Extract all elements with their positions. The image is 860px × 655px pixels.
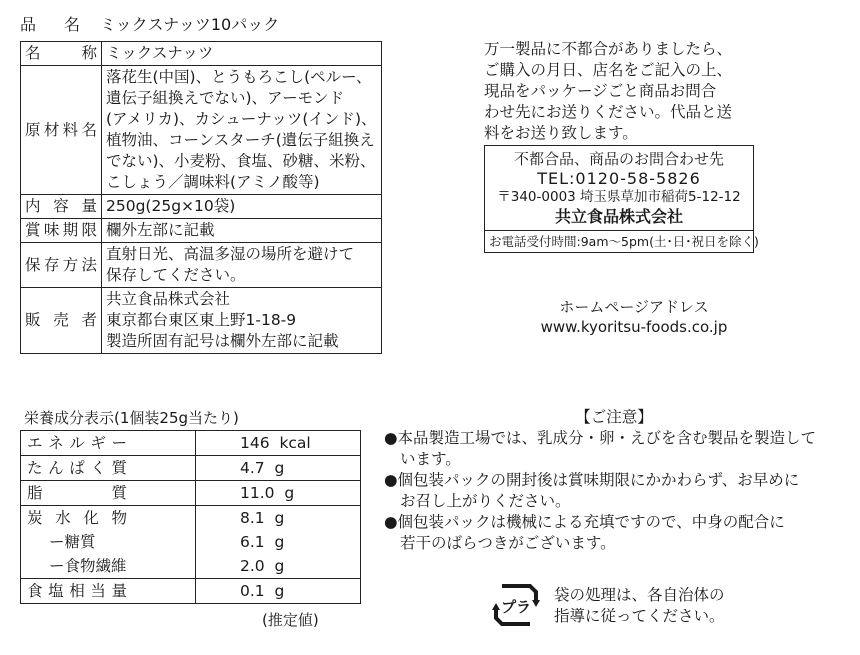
product-name-value: ミックスナッツ10パック bbox=[100, 15, 280, 34]
recycle-symbol-text: プラ bbox=[500, 598, 532, 616]
contact-box bbox=[484, 145, 759, 253]
nutrition-row-value: 8.1 g bbox=[196, 506, 361, 531]
label-row-key: 販売者 bbox=[21, 288, 102, 354]
nutrition-row-value: 0.1 g bbox=[196, 579, 361, 604]
label-row bbox=[21, 243, 382, 288]
label-row bbox=[21, 66, 382, 195]
product-name-row bbox=[20, 14, 279, 35]
nutrition-row-value: 6.1 g bbox=[196, 530, 361, 554]
label-row-value: 落花生(中国)、とうもろこし(ペルー、 遺伝子組換えでない)、アーモンド (アメリカ)、カシューナッツ(インド)、 植物油、コーンスターチ(遺伝子組換え でない)、小麦粉、食塩、砂糖、米粉、 こしょう／調味料(アミノ酸等) bbox=[102, 66, 382, 195]
contact-intro: 万一製品に不都合がありましたら、 ご購入の月日、店名をご記入の上、 現品をパッケージごと商品お問合 わせ先にお送りください。代品と送 料をお送り致します。 bbox=[484, 40, 733, 142]
nutrition-row bbox=[21, 481, 361, 506]
label-row bbox=[21, 195, 382, 219]
label-row bbox=[21, 219, 382, 243]
label-row-key: 名称 bbox=[21, 42, 102, 66]
nutrition-row-value: 146 kcal bbox=[196, 431, 361, 456]
label-row-value: 250g(25g×10袋) bbox=[102, 195, 382, 219]
nutrition-row bbox=[21, 554, 361, 579]
contact-hours: お電話受付時間:9am〜5pm(土･日･祝日を除く) bbox=[485, 230, 753, 252]
contact-tel: TEL:0120-58-5826 bbox=[537, 169, 701, 188]
label-row-value: 直射日光、高温多湿の場所を避けて 保存してください。 bbox=[102, 243, 382, 288]
label-row-key: 保存方法 bbox=[21, 243, 102, 288]
disposal-instruction: 袋の処理は、各自治体の 指導に従ってください。 bbox=[554, 586, 725, 625]
nutrition-row-value: 11.0 g bbox=[196, 481, 361, 506]
contact-heading: 不都合品、商品のお問合わせ先 bbox=[513, 150, 724, 168]
label-row-key: 賞味期限 bbox=[21, 219, 102, 243]
caution-item: ●個包装パックは機械による充填ですので、中身の配合に 若干のばらつきがございます。 bbox=[384, 513, 785, 552]
product-name-key-1: 品 bbox=[20, 15, 37, 34]
recycle-plastic-icon bbox=[492, 582, 540, 628]
nutrition-row-key: 炭水化物 bbox=[27, 509, 127, 527]
nutrition-row bbox=[21, 506, 361, 531]
nutrition-row-value: 4.7 g bbox=[196, 456, 361, 481]
nutrition-row bbox=[21, 530, 361, 554]
label-row bbox=[21, 288, 382, 354]
caution-item: ●個包装パックの開封後は賞味期限にかかわらず、お早めに お召し上がりください。 bbox=[384, 471, 800, 510]
label-row bbox=[21, 42, 382, 66]
nutrition-row-value: 2.0 g bbox=[196, 554, 361, 579]
label-row-key: 内容量 bbox=[21, 195, 102, 219]
product-label-table bbox=[20, 41, 382, 354]
nutrition-title: 栄養成分表示(1個装25g当たり) bbox=[24, 409, 239, 427]
nutrition-estimate-note: (推定値) bbox=[262, 611, 319, 629]
nutrition-row-key: ー食物繊維 bbox=[49, 557, 127, 575]
nutrition-table bbox=[20, 430, 361, 604]
nutrition-row-key: エネルギー bbox=[27, 434, 127, 452]
caution-title: 【ご注意】 bbox=[575, 408, 653, 426]
nutrition-row-key: 脂質 bbox=[27, 484, 127, 502]
label-row-value: 欄外左部に記載 bbox=[102, 219, 382, 243]
homepage-url: www.kyoritsu-foods.co.jp bbox=[540, 318, 728, 336]
nutrition-row-key: 食塩相当量 bbox=[27, 582, 127, 600]
homepage-label: ホームページアドレス bbox=[559, 298, 709, 316]
contact-address: 〒340-0003 埼玉県草加市稲荷5-12-12 bbox=[497, 189, 741, 205]
product-name-key-2: 名 bbox=[64, 15, 81, 34]
nutrition-row bbox=[21, 579, 361, 604]
nutrition-row-key: ー糖質 bbox=[49, 533, 96, 551]
contact-company: 共立食品株式会社 bbox=[554, 207, 683, 226]
nutrition-row-key: たんぱく質 bbox=[27, 459, 127, 477]
label-row-value: 共立食品株式会社 東京都台東区東上野1-18-9 製造所固有記号は欄外左部に記載 bbox=[102, 288, 382, 354]
nutrition-row bbox=[21, 456, 361, 481]
label-row-value: ミックスナッツ bbox=[102, 42, 382, 66]
homepage-block bbox=[484, 297, 784, 337]
caution-item: ●本品製造工場では、乳成分・卵・えびを含む製品を製造して います。 bbox=[384, 429, 817, 468]
caution-list bbox=[384, 428, 844, 554]
label-row-key: 原材料名 bbox=[21, 66, 102, 195]
nutrition-row bbox=[21, 431, 361, 456]
